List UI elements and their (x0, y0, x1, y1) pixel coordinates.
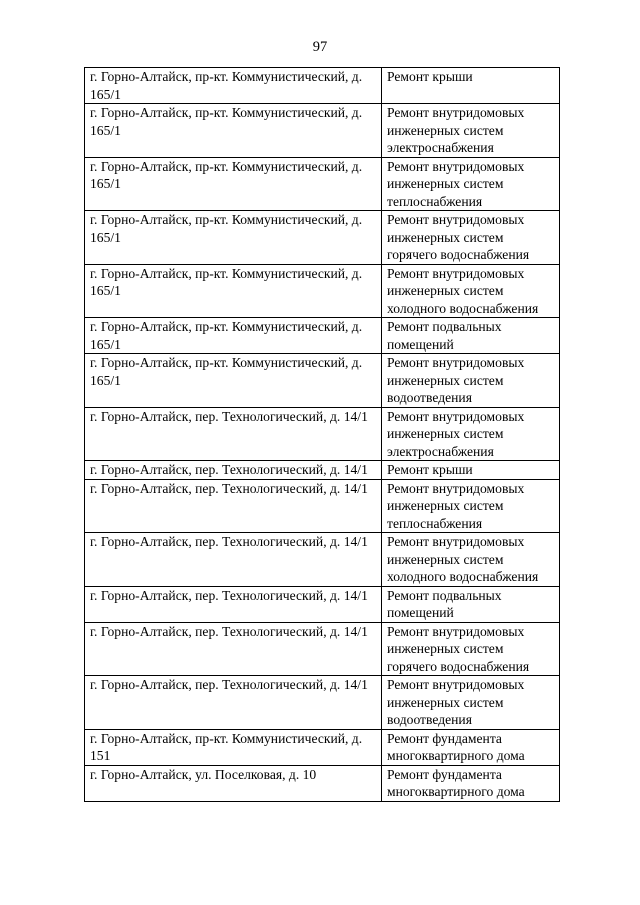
address-cell: г. Горно-Алтайск, ул. Поселковая, д. 10 (85, 765, 382, 801)
address-cell: г. Горно-Алтайск, пер. Технологический, д. 14/1 (85, 586, 382, 622)
work-type-cell: Ремонт подвальных помещений (382, 586, 560, 622)
work-type-cell: Ремонт крыши (382, 461, 560, 480)
table-row (85, 586, 560, 622)
table-row (85, 729, 560, 765)
table-row (85, 765, 560, 801)
table-row (85, 407, 560, 461)
table-row (85, 68, 560, 104)
work-type-cell: Ремонт внутридомовых инженерных систем электроснабжения (382, 407, 560, 461)
address-cell: г. Горно-Алтайск, пер. Технологический, д. 14/1 (85, 479, 382, 533)
table-row (85, 211, 560, 265)
work-type-cell: Ремонт фундамента многоквартирного дома (382, 729, 560, 765)
address-cell: г. Горно-Алтайск, пр-кт. Коммунистический, д. 165/1 (85, 104, 382, 158)
address-cell: г. Горно-Алтайск, пер. Технологический, д. 14/1 (85, 676, 382, 730)
work-type-cell: Ремонт внутридомовых инженерных систем горячего водоснабжения (382, 211, 560, 265)
table-row (85, 104, 560, 158)
address-cell: г. Горно-Алтайск, пр-кт. Коммунистический, д. 165/1 (85, 318, 382, 354)
address-cell: г. Горно-Алтайск, пр-кт. Коммунистический, д. 165/1 (85, 211, 382, 265)
address-cell: г. Горно-Алтайск, пер. Технологический, д. 14/1 (85, 622, 382, 676)
table-row (85, 318, 560, 354)
address-cell: г. Горно-Алтайск, пр-кт. Коммунистический, д. 165/1 (85, 264, 382, 318)
work-type-cell: Ремонт крыши (382, 68, 560, 104)
work-type-cell: Ремонт внутридомовых инженерных систем холодного водоснабжения (382, 533, 560, 587)
address-cell: г. Горно-Алтайск, пр-кт. Коммунистический, д. 165/1 (85, 354, 382, 408)
work-type-cell: Ремонт внутридомовых инженерных систем водоотведения (382, 354, 560, 408)
work-type-cell: Ремонт внутридомовых инженерных систем теплоснабжения (382, 479, 560, 533)
table-row (85, 157, 560, 211)
work-type-cell: Ремонт подвальных помещений (382, 318, 560, 354)
table-row (85, 622, 560, 676)
address-cell: г. Горно-Алтайск, пр-кт. Коммунистический, д. 151 (85, 729, 382, 765)
table-row (85, 461, 560, 480)
address-cell: г. Горно-Алтайск, пер. Технологический, д. 14/1 (85, 461, 382, 480)
work-type-cell: Ремонт внутридомовых инженерных систем горячего водоснабжения (382, 622, 560, 676)
repair-works-table (84, 67, 560, 802)
table-row (85, 354, 560, 408)
address-cell: г. Горно-Алтайск, пр-кт. Коммунистический, д. 165/1 (85, 68, 382, 104)
table-row (85, 479, 560, 533)
page-number: 97 (312, 39, 328, 55)
table-row (85, 264, 560, 318)
repair-works-table-body (85, 68, 560, 802)
work-type-cell: Ремонт фундамента многоквартирного дома (382, 765, 560, 801)
work-type-cell: Ремонт внутридомовых инженерных систем холодного водоснабжения (382, 264, 560, 318)
table-row (85, 533, 560, 587)
address-cell: г. Горно-Алтайск, пер. Технологический, д. 14/1 (85, 533, 382, 587)
address-cell: г. Горно-Алтайск, пр-кт. Коммунистический, д. 165/1 (85, 157, 382, 211)
work-type-cell: Ремонт внутридомовых инженерных систем водоотведения (382, 676, 560, 730)
address-cell: г. Горно-Алтайск, пер. Технологический, д. 14/1 (85, 407, 382, 461)
work-type-cell: Ремонт внутридомовых инженерных систем теплоснабжения (382, 157, 560, 211)
table-row (85, 676, 560, 730)
work-type-cell: Ремонт внутридомовых инженерных систем электроснабжения (382, 104, 560, 158)
